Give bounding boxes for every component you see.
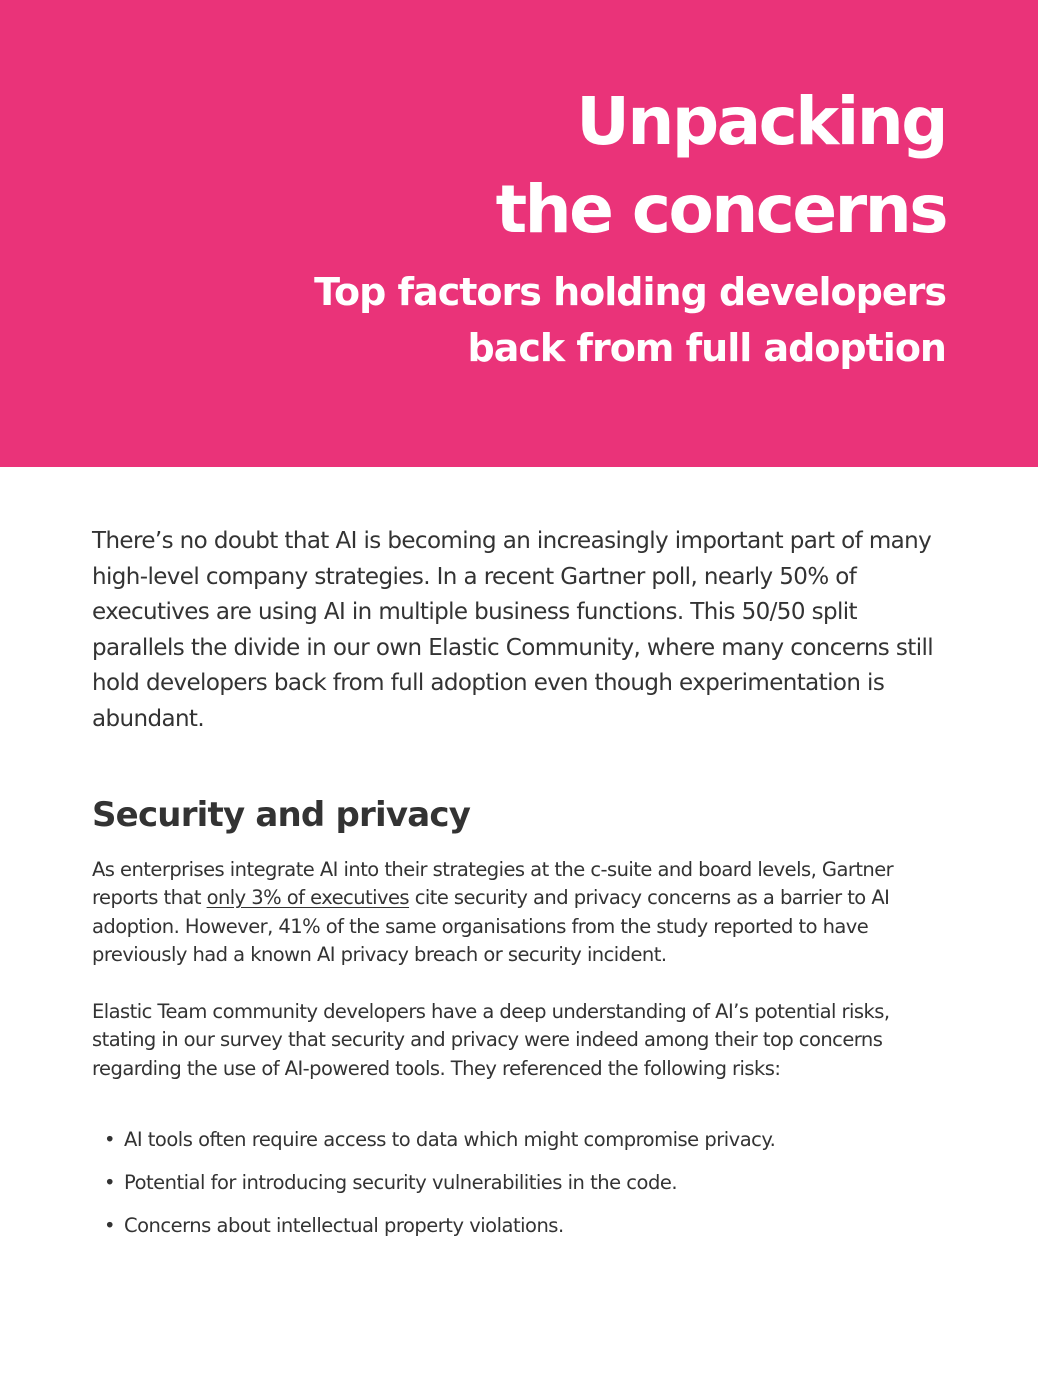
list-item-text: AI tools often require access to data which might compromise privacy.	[124, 1128, 776, 1151]
paragraph-text-before-link: As enterprises integrate AI into their strategies at the c-suite and board levels, Gartner reports that	[92, 858, 894, 910]
list-item-text: Potential for introducing security vulnerabilities in the code.	[124, 1171, 678, 1194]
section-heading: Security and privacy	[92, 795, 471, 835]
list-item-text: Concerns about intellectual property violations.	[124, 1214, 564, 1237]
page-subtitle	[46, 264, 946, 376]
page-subtitle-line-1: Top factors holding developers	[314, 270, 946, 314]
hero-banner	[0, 0, 1038, 467]
page-title	[46, 78, 946, 254]
intro-paragraph: There’s no doubt that AI is becoming an increasingly important part of many high-level company strategies. In a recent Gartner poll, nearly 50% of executives are using AI in multiple business functions. This 50/50 split parallels the divide in our own Elastic Community, where many concerns still hold developers back from full adoption even though experimentation is abundant.	[92, 528, 934, 732]
paragraph-text-after-link: cite security and privacy concerns as a barrier to AI adoption. However, 41% of the same organisations from the study reported to have previously had a known AI privacy breach or security incident.	[92, 886, 890, 966]
security-paragraph-2: Elastic Team community developers have a deep understanding of AI’s potential risks, stating in our survey that security and privacy were indeed among their top concerns regarding the use of AI-powered tools. They referenced the following risks:	[92, 1000, 890, 1080]
risk-list	[92, 1124, 958, 1253]
list-item	[92, 1124, 958, 1167]
page-title-line-2: the concerns	[495, 171, 946, 248]
executives-stat-link[interactable]: only 3% of executives	[206, 886, 410, 910]
bullet-icon: •	[104, 1128, 116, 1151]
bullet-icon: •	[104, 1171, 116, 1194]
page-subtitle-line-2: back from full adoption	[467, 326, 946, 370]
page-title-line-1: Unpacking	[576, 83, 946, 160]
list-item	[92, 1167, 958, 1210]
bullet-icon: •	[104, 1214, 116, 1237]
security-paragraph-1	[92, 856, 958, 969]
list-item	[92, 1210, 958, 1253]
